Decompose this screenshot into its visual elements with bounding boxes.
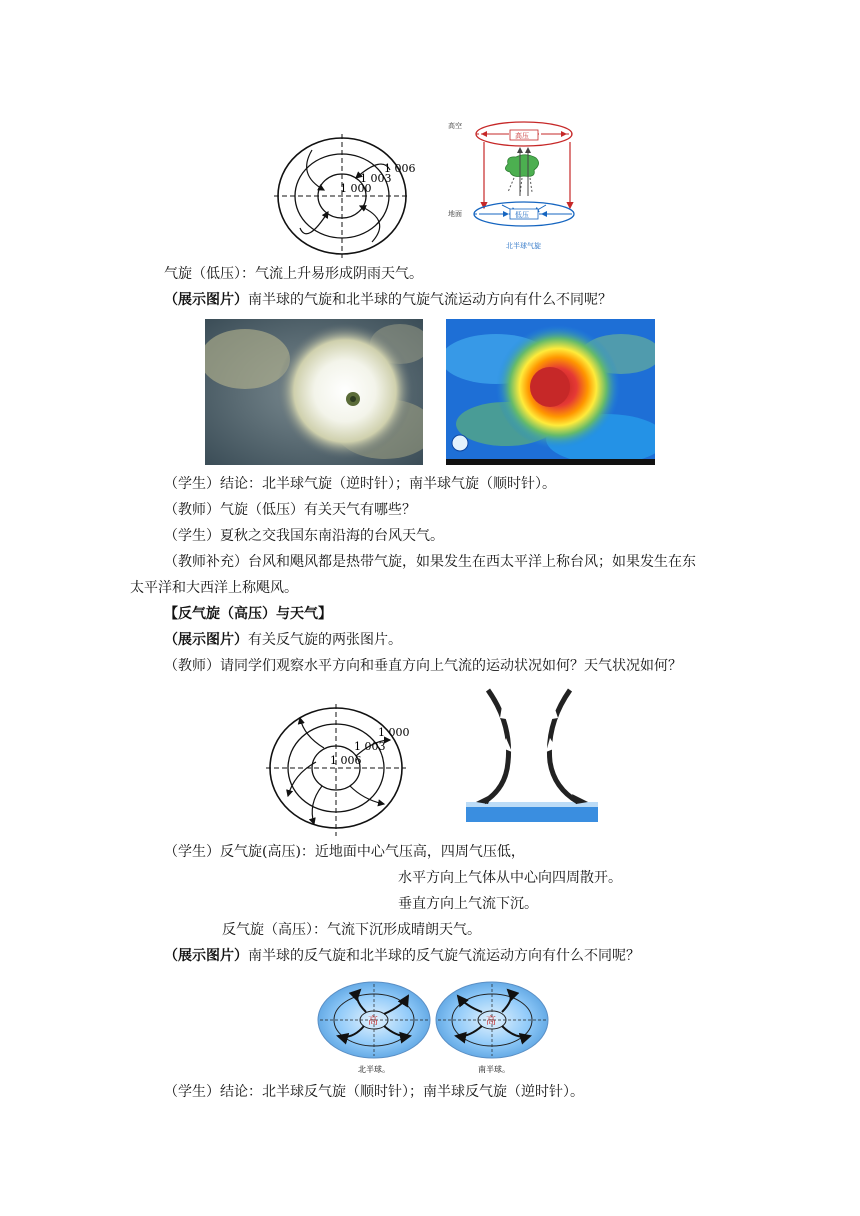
show-picture-line-3 — [164, 946, 640, 966]
anticyclone-isobar-diagram — [264, 700, 424, 840]
show-picture-label: （展示图片） — [164, 948, 248, 964]
fig-label: 高压 — [515, 132, 529, 140]
show-picture-text: 南半球的气旋和北半球的气旋气流运动方向有什么不同呢？ — [248, 292, 612, 308]
cyclone-isobar-diagram — [272, 130, 432, 260]
show-picture-text: 南半球的反气旋和北半球的反气旋气流运动方向有什么不同呢？ — [248, 948, 640, 964]
anticyclone-summary: 反气旋（高压）：气流下沉形成晴朗天气。 — [222, 922, 481, 938]
isobar-label: 1 006 — [384, 162, 416, 175]
fig-label: 地面 — [448, 210, 462, 218]
cyclone-vertical-airflow-diagram — [446, 112, 586, 257]
southern-hemisphere-caption: 南半球。 — [478, 1065, 510, 1074]
student-anticyclone-1: （学生）反气旋(高压)：近地面中心气压高，四周气压低， — [164, 844, 525, 860]
teacher-observe: （教师）请同学们观察水平方向和垂直方向上气流的运动状况如何？天气状况如何？ — [164, 658, 682, 674]
isobar-label: 1 000 — [378, 726, 410, 739]
teacher-supplement-1: （教师补充）台风和飓风都是热带气旋，如果发生在西太平洋上称台风；如果发生在东 — [164, 554, 696, 570]
student-anticyclone-2: 水平方向上气体从中心向四周散开。 — [398, 870, 622, 886]
teacher-supplement-2: 太平洋和大西洋上称飓风。 — [130, 580, 298, 596]
student-conclusion-2: （学生）结论：北半球反气旋（顺时针）；南半球反气旋（逆时针）。 — [164, 1084, 584, 1100]
fig-label: 低压 — [515, 211, 529, 219]
show-picture-line-2 — [164, 630, 402, 650]
cyclone-summary: 气旋（低压）：气流上升易形成阴雨天气。 — [164, 266, 423, 282]
fig-caption: 北半球气旋 — [506, 242, 541, 250]
student-conclusion-1: （学生）结论：北半球气旋（逆时针）；南半球气旋（顺时针）。 — [164, 476, 556, 492]
section-heading: 【反气旋（高压）与天气】 — [164, 606, 332, 622]
hemisphere-anticyclone-comparison — [312, 980, 552, 1076]
fig-label: 高空 — [448, 122, 462, 130]
isobar-label: 1 000 — [340, 182, 372, 195]
show-picture-label: （展示图片） — [164, 632, 248, 648]
isobar-label: 1 003 — [354, 740, 386, 753]
teacher-question: （教师）气旋（低压）有关天气有哪些？ — [164, 502, 416, 518]
student-anticyclone-3: 垂直方向上气流下沉。 — [398, 896, 538, 912]
northern-hemisphere-caption: 北半球。 — [358, 1065, 390, 1074]
student-answer: （学生）夏秋之交我国东南沿海的台风天气。 — [164, 528, 444, 544]
anticyclone-descending-airflow — [466, 684, 598, 828]
show-picture-line-1 — [164, 290, 612, 310]
isobar-label: 1 003 — [360, 172, 392, 185]
show-picture-text: 有关反气旋的两张图片。 — [248, 632, 402, 648]
high-pressure-label: 高 — [368, 1016, 378, 1027]
isobar-label: 1 006 — [330, 754, 362, 767]
show-picture-label: （展示图片） — [164, 292, 248, 308]
typhoon-satellite-image — [205, 319, 423, 465]
typhoon-infrared-image — [446, 319, 655, 465]
high-pressure-label: 高 — [486, 1016, 496, 1027]
